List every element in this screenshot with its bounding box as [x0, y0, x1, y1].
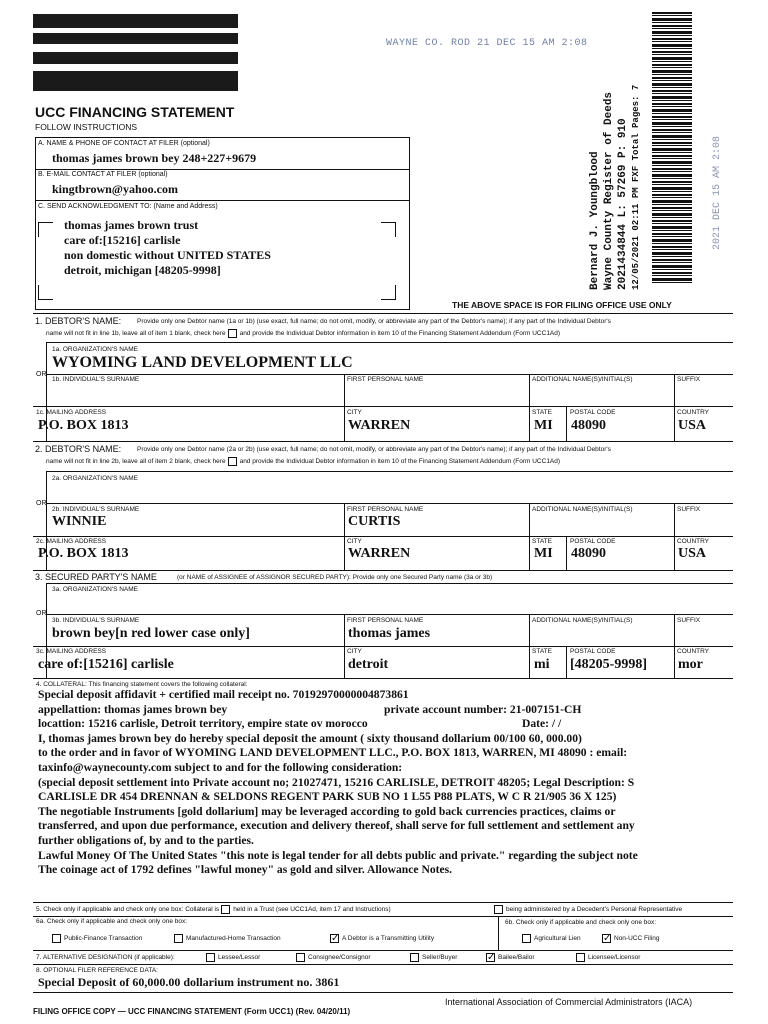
debtor1-country-value: USA — [678, 418, 707, 433]
bracket-tl — [38, 222, 53, 237]
debtor1-addr-label: 1c. MAILING ADDRESS — [36, 409, 107, 416]
debtor1-suffix-label: SUFFIX — [677, 376, 701, 383]
ack-line-1: thomas james brown trust — [64, 218, 199, 232]
filer-a-label: A. NAME & PHONE OF CONTACT AT FILER (optional) — [38, 140, 210, 147]
debtor2-city-label: CITY — [347, 538, 362, 545]
secured-header: 3. SECURED PARTY'S NAME — [35, 572, 157, 582]
collateral-line: further obligations of, by and to the parties. — [38, 833, 254, 847]
secured-postal-label: POSTAL CODE — [570, 648, 616, 655]
debtor1-instr-1: Provide only one Debtor name (1a or 1b) (use exact, full name; do not omit, modify, or abbreviate any part of the Debtor's name); if any part of the Individual Debtor's — [137, 318, 611, 325]
consignee-checkbox[interactable] — [296, 953, 305, 962]
collateral-line: I, thomas james brown bey do hereby special deposit the amount ( sixty thousand dollarium 00/100 60, 000.00) — [38, 731, 582, 745]
collateral-line: to the order and in favor of WYOMING LAND DEVELOPMENT LLC., P.O. BOX 1813, WARREN, MI 48090 : email: — [38, 746, 628, 760]
line6b-label: 6b. Check only if applicable and check only one box: — [505, 919, 657, 926]
debtor2-country-label: COUNTRY — [677, 538, 710, 545]
debtor1-city-label: CITY — [347, 409, 362, 416]
debtor2-checkbox[interactable] — [228, 457, 237, 466]
secured-surname-value: brown bey[n red lower case only] — [52, 626, 250, 641]
secured-instr: (or NAME of ASSIGNEE of ASSIGNOR SECURED PARTY): Provide only one Secured Party name (3a or 3b) — [177, 574, 493, 581]
secured-country-value: mor — [678, 657, 703, 672]
debtor2-suffix-label: SUFFIX — [677, 506, 701, 513]
debtor2-first-label: FIRST PERSONAL NAME — [347, 506, 424, 513]
secured-first-label: FIRST PERSONAL NAME — [347, 617, 424, 624]
header-bar-2 — [33, 33, 238, 44]
debtor1-postal-label: POSTAL CODE — [570, 409, 616, 416]
debtor2-city-value: WARREN — [348, 546, 411, 561]
recording-faint-stamp: 2021 DEC 15 AM 2:08 — [712, 135, 723, 250]
secured-surname-label: 3b. INDIVIDUAL'S SURNAME — [52, 617, 140, 624]
line6a-options: Public-Finance Transaction Manufactured-Home Transaction ✓ A Debtor is a Transmitting Utility — [50, 934, 434, 943]
collateral-line: appellattion: thomas james brown bey private account number: 21-007151-CH — [38, 702, 582, 716]
debtor1-postal-value: 48090 — [571, 418, 606, 433]
secured-suffix-label: SUFFIX — [677, 617, 701, 624]
bracket-tr — [381, 222, 396, 237]
line5-row: 5. Check only if applicable and check only one box: Collateral is held in a Trust (see UCC1Ad, item 17 and Instructions) — [36, 906, 391, 914]
line6a-label: 6a. Check only if applicable and check only one box: — [36, 918, 188, 925]
ack-line-4: detroit, michigan [48205-9998] — [64, 263, 221, 277]
form-title: UCC FINANCING STATEMENT — [35, 104, 235, 120]
transmitting-utility-checkbox[interactable]: ✓ — [331, 933, 340, 944]
line8-value: Special Deposit of 60,000.00 dollarium instrument no. 3861 — [38, 975, 340, 989]
secured-state-value: mi — [534, 657, 550, 672]
debtor2-country-value: USA — [678, 546, 707, 561]
recording-line-2: Wayne County Register of Deeds — [603, 91, 615, 290]
recording-line-1: Bernard J. Youngblood — [589, 151, 601, 290]
collateral-line: locattion: 15216 carlisle, Detroit territory, empire state ov morocco Date: / / — [38, 717, 562, 731]
debtor1-checkbox[interactable] — [228, 329, 237, 338]
agricultural-lien-checkbox[interactable] — [522, 934, 531, 943]
collateral-text — [38, 688, 728, 878]
bailee-checkbox[interactable]: ✓ — [487, 952, 496, 963]
line7-row: 7. ALTERNATIVE DESIGNATION (if applicable): Lessee/Lessor Consignee/Consignor Seller/Buyer ✓ Bailee/Bailor Licensee/Licensor — [36, 952, 641, 963]
line6b-options: Agricultural Lien ✓ Non-UCC Filing — [520, 934, 660, 943]
secured-addr-value: care of:[15216] carlisle — [38, 657, 174, 672]
secured-org-label: 3a. ORGANIZATION'S NAME — [52, 586, 138, 593]
collateral-line: CARLISLE DR 454 DRENNAN & SELDONS REGENT PARK SUB NO 1 L55 P88 PLATS, W C R 21/905 36 X 125) — [38, 790, 617, 804]
header-bar-4 — [33, 71, 238, 91]
debtor1-addl-label: ADDITIONAL NAME(S)/INITIAL(S) — [532, 376, 633, 383]
debtor1-org-label: 1a. ORGANIZATION'S NAME — [52, 346, 138, 353]
debtor1-org-value: WYOMING LAND DEVELOPMENT LLC — [52, 354, 353, 371]
debtor1-country-label: COUNTRY — [677, 409, 710, 416]
secured-addl-label: ADDITIONAL NAME(S)/INITIAL(S) — [532, 617, 633, 624]
collateral-line: taxinfo@waynecounty.com subject to and for the following consideration: — [38, 760, 403, 774]
collateral-line: The coinage act of 1792 defines "lawful money" as gold and silver. Allowance Notes. — [38, 863, 453, 877]
licensee-checkbox[interactable] — [576, 953, 585, 962]
debtor2-state-value: MI — [534, 546, 553, 561]
collateral-line: Special deposit affidavit + certified mail receipt no. 70192970000004873861 — [38, 688, 409, 701]
debtor1-or: OR — [36, 371, 47, 378]
filer-b-value: kingtbrown@yahoo.com — [52, 182, 178, 196]
ack-line-2: care of:[15216] carlisle — [64, 233, 181, 247]
debtor2-addr-label: 2c. MAILING ADDRESS — [36, 538, 107, 545]
secured-first-value: thomas james — [348, 626, 431, 641]
collateral-line: Lawful Money Of The United States "this note is legal tender for all debts public and private." regarding the subject note — [38, 848, 638, 862]
public-finance-checkbox[interactable] — [52, 934, 61, 943]
header-bar-1 — [33, 14, 238, 28]
debtor1-first-label: FIRST PERSONAL NAME — [347, 376, 424, 383]
debtor2-surname-value: WINNIE — [52, 514, 107, 529]
secured-city-value: detroit — [348, 657, 389, 672]
debtor2-surname-label: 2b. INDIVIDUAL'S SURNAME — [52, 506, 140, 513]
recording-line-3: 2021434844 L: 57269 P: 910 — [617, 118, 629, 290]
line8-label: 8. OPTIONAL FILER REFERENCE DATA: — [36, 967, 158, 974]
seller-checkbox[interactable] — [410, 953, 419, 962]
debtor2-header: 2. DEBTOR'S NAME: — [35, 444, 122, 454]
debtor2-first-value: CURTIS — [348, 514, 401, 529]
debtor1-header: 1. DEBTOR'S NAME: — [35, 316, 122, 326]
debtor1-state-label: STATE — [532, 409, 552, 416]
collateral-line: The negotiable Instruments [gold dollarium] may be leveraged according to gold back currencies practices, claims or — [38, 804, 616, 818]
debtor2-postal-label: POSTAL CODE — [570, 538, 616, 545]
manufactured-home-checkbox[interactable] — [174, 934, 183, 943]
collateral-label: 4. COLLATERAL: This financing statement covers the following collateral: — [36, 681, 248, 688]
bracket-bl — [38, 285, 53, 300]
bracket-br — [381, 285, 396, 300]
debtor1-state-value: MI — [534, 418, 553, 433]
decedent-checkbox[interactable] — [494, 905, 503, 914]
secured-country-label: COUNTRY — [677, 648, 710, 655]
line5-row-right: being administered by a Decedent's Personal Representative — [492, 905, 682, 914]
debtor2-addl-label: ADDITIONAL NAME(S)/INITIAL(S) — [532, 506, 633, 513]
follow-instructions: FOLLOW INSTRUCTIONS — [35, 122, 138, 132]
footer-right: International Association of Commercial Administrators (IACA) — [445, 997, 693, 1007]
debtor1-addr-value: P.O. BOX 1813 — [38, 418, 129, 433]
filing-office-text: THE ABOVE SPACE IS FOR FILING OFFICE USE ONLY — [452, 300, 672, 310]
debtor2-postal-value: 48090 — [571, 546, 606, 561]
debtor2-org-label: 2a. ORGANIZATION'S NAME — [52, 475, 138, 482]
trust-checkbox[interactable] — [221, 905, 230, 914]
secured-state-label: STATE — [532, 648, 552, 655]
debtor1-city-value: WARREN — [348, 418, 411, 433]
filer-b-label: B. E-MAIL CONTACT AT FILER (optional) — [38, 171, 168, 178]
secured-postal-value: [48205-9998] — [570, 657, 647, 672]
header-bar-3 — [33, 52, 238, 64]
filer-c-label: C. SEND ACKNOWLEDGMENT TO: (Name and Address) — [38, 203, 218, 210]
recording-line-4: 12/05/2021 02:11 PM FXF Total Pages: 7 — [631, 84, 641, 290]
debtor2-addr-value: P.O. BOX 1813 — [38, 546, 129, 561]
collateral-line: transferred, and upon due performance, execution and delivery thereof, shall serve for full settlement and settlement any — [38, 819, 635, 833]
secured-or: OR — [36, 610, 47, 617]
received-stamp: WAYNE CO. ROD 21 DEC 15 AM 2:08 — [386, 38, 588, 49]
lessee-checkbox[interactable] — [206, 953, 215, 962]
non-ucc-filing-checkbox[interactable]: ✓ — [603, 933, 612, 944]
secured-city-label: CITY — [347, 648, 362, 655]
filer-a-value: thomas james brown bey 248+227+9679 — [52, 151, 257, 165]
secured-addr-label: 3c. MAILING ADDRESS — [36, 648, 107, 655]
debtor1-instr-2: name will not fit in line 1b, leave all of item 1 blank, check here and provide the Individual Debtor information in item 10 of the Financing Statement Addendum (Form UCC1Ad) — [46, 330, 561, 338]
debtor2-instr-1: Provide only one Debtor name (2a or 2b) (use exact, full name; do not omit, modify, or abbreviate any part of the Debtor's name); if any part of the Individual Debtor's — [137, 446, 611, 453]
debtor1-surname-label: 1b. INDIVIDUAL'S SURNAME — [52, 376, 140, 383]
collateral-line: (special deposit settlement into Private account no; 21027471, 15216 CARLISLE, DETROIT 48205; Legal Description: S — [38, 775, 635, 789]
footer-left: FILING OFFICE COPY — UCC FINANCING STATEMENT (Form UCC1) (Rev. 04/20/11) — [33, 1007, 351, 1016]
debtor2-state-label: STATE — [532, 538, 552, 545]
barcode — [652, 12, 692, 284]
debtor2-or: OR — [36, 500, 47, 507]
debtor2-instr-2: name will not fit in line 2b, leave all of item 2 blank, check here and provide the Individual Debtor information in item 10 of the Financing Statement Addendum (Form UCC1Ad) — [46, 458, 561, 466]
ack-line-3: non domestic without UNITED STATES — [64, 248, 271, 262]
